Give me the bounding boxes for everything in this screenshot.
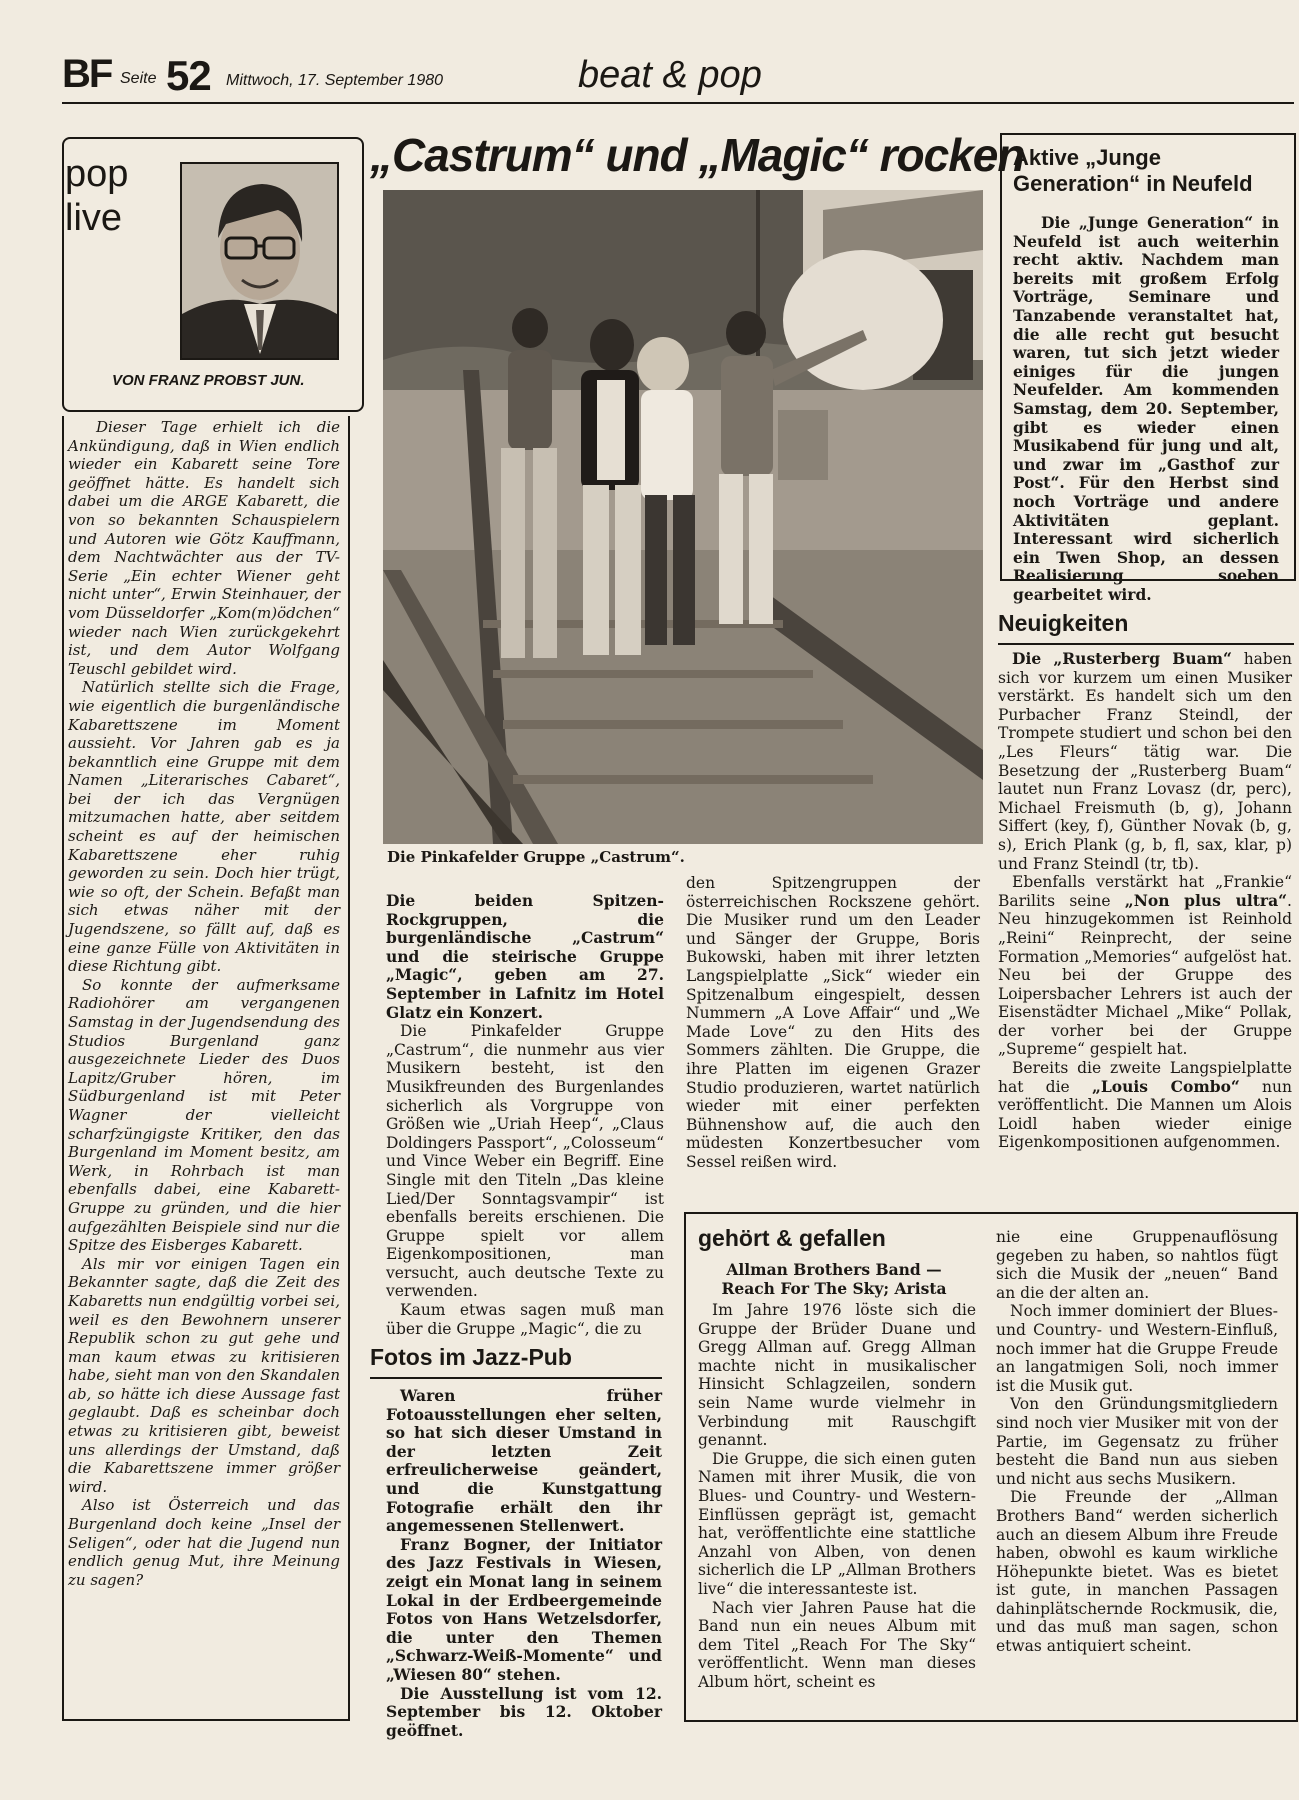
aktive-paragraph: Die „Junge Generation“ in Neufeld ist auch weiterhin recht aktiv. Nachdem man bereits mit großem Erfolg Vorträge, Seminare und Tanzabende veranstaltet hat, die alle recht gut besucht waren, tut sich jetzt wieder einiges für die jungen Neufelder. Am kommenden Samstag, dem 20. September, gibt es wieder einen Musikabend für jung und alt, und zwar im „Gasthof zur Post“. Für den Herbst sind noch Vorträge und andere Aktivitäten geplant. Interessant wird sicherlich ein Twen Shop, an dessen Realisierung soeben gearbeitet wird. (1013, 213, 1279, 604)
column-kicker-line1: pop (65, 153, 129, 195)
column-kicker-line2: live (65, 197, 123, 239)
gehoert-paragraph: Die Gruppe, die sich einen guten Namen mit ihrer Musik, die von Blues- und Country- und Western-Einflüssen geprägt ist, gemacht hat, veröffentlichte eine stattliche Anzahl von Alben, von denen sicherlich die LP „Allman Brothers live“ die interessanteste ist. (698, 1449, 976, 1598)
neuigkeiten-bold: Die „Rusterberg Buam“ (1012, 649, 1232, 668)
fotos-rule (370, 1377, 662, 1379)
page-label: Seite (120, 70, 157, 87)
gehoert-paragraph: Noch immer dominiert der Blues- und Country- und Western-Einfluß, noch immer hat die Gruppe Freude an langatmigen Soli, noch immer ist die Musik gut. (996, 1302, 1278, 1395)
aktive-text (1013, 214, 1279, 604)
album-title (698, 1261, 970, 1298)
main-article-col1 (386, 892, 664, 1338)
column-paragraph: Also ist Österreich und das Burgenland doch keine „Insel der Seligen“, oder hat die Jugend nun endlich genug Mut, ihre Meinung zu sagen? (68, 1496, 340, 1589)
gehoert-col2 (996, 1228, 1278, 1656)
main-article-col2 (686, 874, 980, 1172)
gehoert-paragraph: Im Jahre 1976 löste sich die Gruppe der Brüder Duane und Gregg Allman auf. Gregg Allman machte nicht in musikalischer Hinsicht Schlagzeilen, sondern sein Name wurde vielmehr in Verbindung mit Rauschgift genannt. (698, 1301, 976, 1450)
main-lead: Die beiden Spitzen-Rockgruppen, die burgenländische „Castrum“ und die steirische Gruppe „Magic“, geben am 27. September in Lafnitz im Hotel Glatz ein Konzert. (386, 891, 664, 1022)
main-paragraph: Die Pinkafelder Gruppe „Castrum“, die nunmehr aus vier Musikern besteht, ist den Musikfreunden des Burgenlandes sicherlich als Vorgruppe von Größen wie „Uriah Heep“, „Claus Doldingers Passport“, „Colosseum“ und Vince Weber ein Begriff. Eine Single mit den Titeln „Das kleine Lied/Der Sonntagsvampir“ ist ebenfalls bereits erschienen. Die Gruppe spielt vor allem Eigenkompositionen, man versucht, auch deutsche Texte zu verwenden. (386, 1022, 664, 1301)
album-title-line2: Reach For The Sky; Arista (721, 1278, 947, 1298)
gehoert-paragraph: Nach vier Jahren Pause hat die Band nun ein neues Album mit dem Titel „Reach For The Sky“ veröffentlicht. Wenn man dieses Album hört, scheint es (698, 1598, 976, 1691)
neuigkeiten-bold: „Non plus ultra“ (1124, 890, 1288, 910)
main-headline: „Castrum“ und „Magic“ rocken (370, 129, 1025, 181)
fotos-paragraph: Die Ausstellung ist vom 12. September bis 12. Oktober geöffnet. (386, 1683, 662, 1740)
column-paragraph: So konnte der aufmerksame Radiohörer am vergangenen Samstag in der Jugendsendung des Studios Burgenland ganz ausgezeichnete Lieder des Duos Lapitz/Gruber hören, im Südburgenland ist mit Peter Wagner der vielleicht scharfzüngigste Kritiker, den das Burgenland im Moment besitz, am Werk, in Rohrbach ist man ebenfalls dabei, eine Kabarett-Gruppe zu gründen, und die hier aufgezählten Beispiele sind nur die Spitze des Eisberges Kabarett. (68, 975, 340, 1255)
column-byline: VON FRANZ PROBST JUN. (112, 372, 305, 389)
gehoert-paragraph: Die Freunde der „Allman Brothers Band“ werden sicherlich auch an diesem Album ihre Freude haben, obwohl es kaum wirkliche Höhepunkte bietet. Was es bietet ist gute, in manchen Passagen dahinplätschernde Rockmusik, die, und das muß man sagen, schon etwas antiquiert scheint. (996, 1488, 1278, 1656)
gehoert-paragraph: nie eine Gruppenauflösung gegeben zu haben, so nahtlos fügt sich die Musik der „neuen“ Band an die der alten an. (996, 1228, 1278, 1302)
gehoert-headline: gehört & gefallen (698, 1225, 886, 1251)
album-title-line1: Allman Brothers Band — (726, 1260, 942, 1279)
neuigkeiten-rule (998, 643, 1294, 645)
column-text (68, 418, 340, 1589)
column-kicker (65, 152, 128, 240)
main-paragraph: Kaum etwas sagen muß man über die Gruppe „Magic“, die zu (386, 1301, 664, 1338)
issue-date: Mittwoch, 17. September 1980 (226, 72, 444, 89)
fotos-paragraph: Waren früher Fotoausstellungen eher selten, so hat sich dieser Umstand in der letzten Zeit erfreulicherweise geändert, und die Kunstgattung Fotografie erhält den ihr angemessenen Stellenwert. (386, 1386, 662, 1536)
neuigkeiten-headline: Neuigkeiten (998, 610, 1129, 636)
neuigkeiten-span: haben sich vor kurzem um einen Musiker verstärkt. Es handelt sich um den Purbacher Franz Steindl, der Trompete studiert und schon bei den „Les Fleurs“ tätig war. Die Besetzung der „Rusterberg Buam“ lautet nun Franz Lovasz (dr, perc), Michael Freismuth (b, g), Johann Siffert (key, f), Günther Novak (b, g, s), Erich Plank (g, b, fl, sax, klar, p) und Franz Steindl (tr, tb). (998, 650, 1292, 873)
column-paragraph: Natürlich stellte sich die Frage, wie eigentlich die burgenländische Kabarettszene im Moment aussieht. Vor Jahren gab es ja bekanntlich eine Gruppe mit dem Namen „Literarisches Cabaret“, bei der ich das Vergnügen mitzumachen hatte, aber seitdem scheint es auf der heimischen Kabarettszene eher ruhig geworden zu sein. Doch hier trügt, wie so oft, der Schein. Befaßt man sich etwas näher mit der Jugendszene, so fällt auf, daß es eine ganze Fülle von Aktivitäten in diese Richtung gibt. (68, 678, 340, 976)
gehoert-col1 (698, 1301, 976, 1691)
neuigkeiten-span: . Neu hinzugekommen ist Reinhold „Reini“ Reinprecht, der seine Formation „Memories“ aufgelöst hat. Neu bei der Gruppe des Loipersbacher Lehrers ist auch der Eisenstädter Michael „Mike“ Pollak, der vorher bei der Gruppe „Supreme“ gespielt hat. (998, 891, 1292, 1059)
page-number: 52 (166, 52, 211, 99)
neuigkeiten-paragraph (998, 650, 1292, 873)
photo-caption: Die Pinkafelder Gruppe „Castrum“. (387, 848, 685, 866)
author-portrait (180, 162, 339, 360)
fotos-headline: Fotos im Jazz-Pub (370, 1344, 572, 1370)
neuigkeiten-span: nun veröffentlicht. Die Mannen um Alois Loidl haben wieder einige Eigenkompositionen aufgenommen. (998, 1077, 1292, 1152)
band-photo (383, 190, 983, 844)
newspaper-logo: BF (62, 52, 112, 96)
gehoert-paragraph: Von den Gründungsmitgliedern sind noch vier Musiker mit von der Partie, im Gegensatz zu früher besteht die Band nun aus sieben und nicht aus sechs Musikern. (996, 1395, 1278, 1488)
neuigkeiten-text (998, 650, 1292, 1152)
column-paragraph: Als mir vor einigen Tagen ein Bekannter sagte, daß die Zeit des Kabaretts nun endgültig vorbei sei, weil es den Bewohnern unserer Republik schon zu gut gehe und man kaum etwas zu kritisieren habe, sieht man von den Skandalen ab, so hätte ich diese Aussage fast geglaubt. Daß es scheinbar doch etwas zu kritisieren gibt, beweist uns allerdings der Umstand, daß die Kabarettszene immer größer wird. (68, 1254, 340, 1496)
fotos-paragraph: Franz Bogner, der Initiator des Jazz Festivals in Wiesen, zeigt ein Monat lang in seinem Lokal in der Erdbeergemeinde Fotos von Hans Wetzelsdorfer, die unter den Themen „Schwarz-Weiß-Momente“ und „Wiesen 80“ stehen. (386, 1534, 662, 1684)
aktive-headline: Aktive „Junge Generation“ in Neufeld (1013, 145, 1253, 196)
fotos-text (386, 1387, 662, 1740)
neuigkeiten-paragraph (998, 873, 1292, 1059)
column-paragraph: Dieser Tage erhielt ich die Ankündigung, daß in Wien endlich wieder ein Kabarett seine Tore geöffnet hätte. Es handelt sich dabei um die ARGE Kabarett, die von so bekannten Schauspielern und Autoren wie Götz Kauffmann, dem Nachtwächter aus der TV-Serie „Ein echter Wiener geht nicht unter“, Erwin Steinhauer, der vom Düsseldorfer „Kom(m)ödchen“ wieder nach Wien zurückgekehrt ist, und dem Autor Wolfgang Teuschl gebildet wird. (68, 418, 340, 678)
section-title: beat & pop (578, 54, 762, 96)
neuigkeiten-paragraph (998, 1059, 1292, 1152)
neuigkeiten-span: Ebenfalls verstärkt hat „Frankie“ Barilits seine (998, 873, 1292, 910)
neuigkeiten-span: Bereits die zweite Langspielplatte hat die (998, 1059, 1292, 1096)
neuigkeiten-bold: „Louis Combo“ (1091, 1076, 1240, 1096)
main-paragraph: den Spitzengruppen der österreichischen Rockszene gehört. Die Musiker rund um den Leader und Sänger der Gruppe, Boris Bukowski, haben mit ihrer letzten Langspielplatte „Sick“ wieder ein Spitzenalbum eingespielt, dessen Nummern „A Love Affair“ und „We Made Love“ zu den Hits des Sommers zählten. Die Gruppe, die ihre Platten im eigenen Grazer Studio produzieren, wartet natürlich wieder mit einer perfekten Bühnenshow auf, die auch den müdesten Konzertbesucher vom Sessel reißen wird. (686, 874, 980, 1171)
